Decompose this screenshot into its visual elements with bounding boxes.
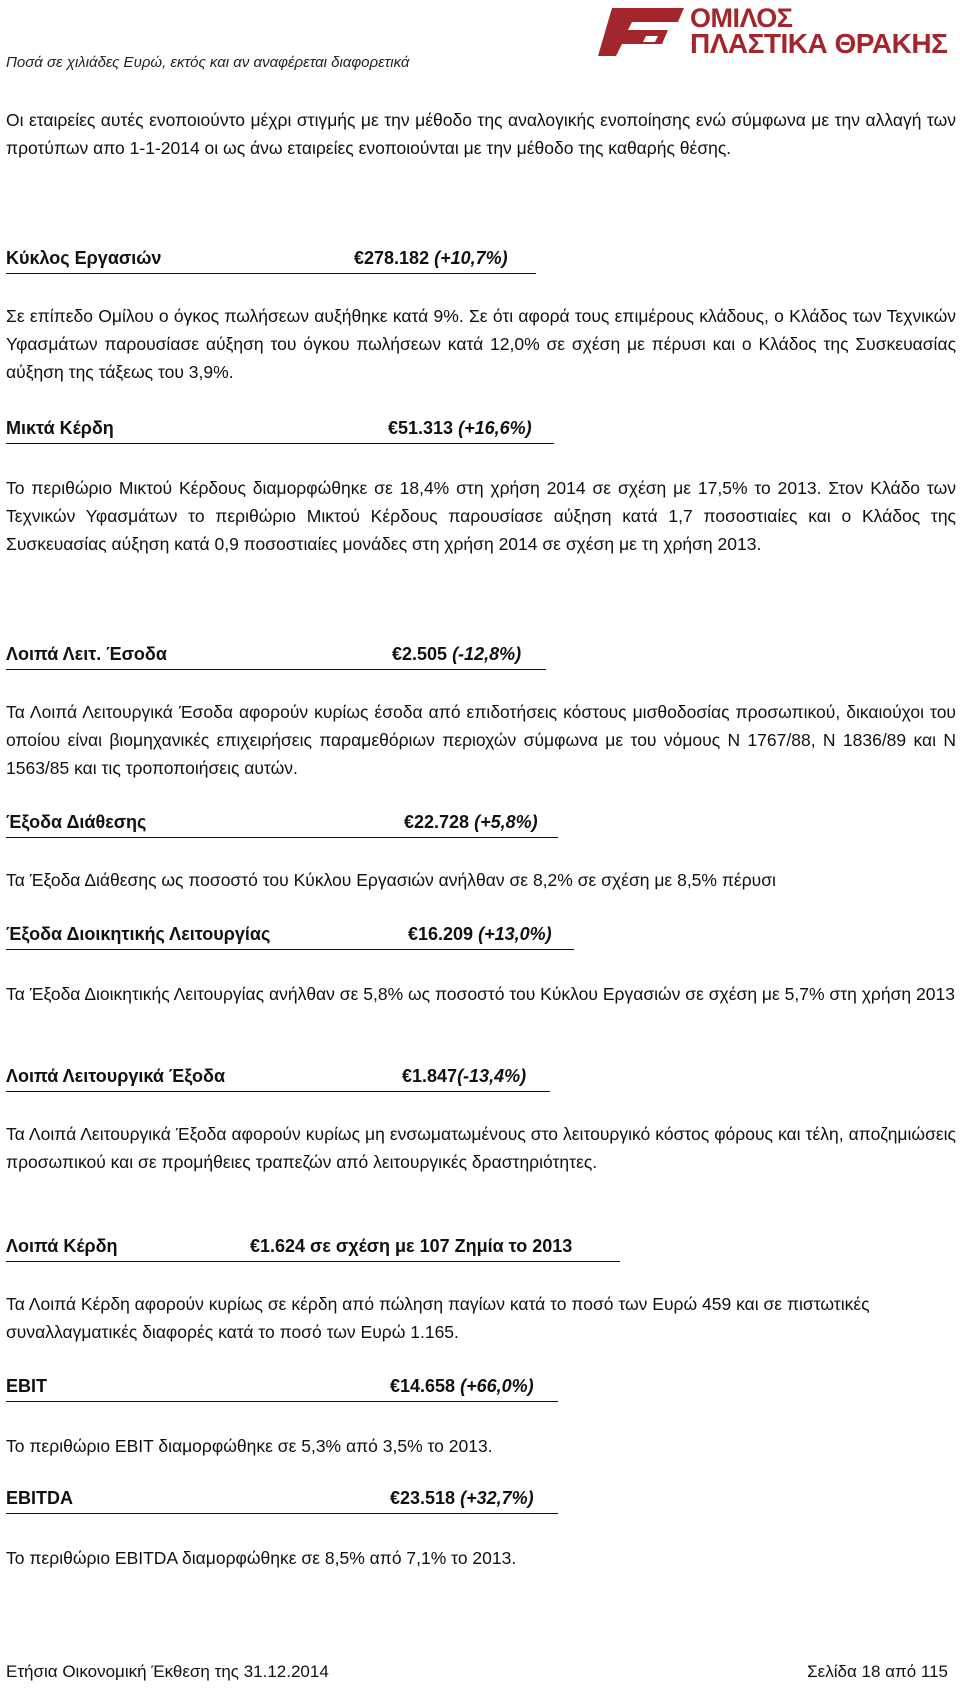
- section-text-other-gains: Τα Λοιπά Κέρδη αφορούν κυρίως σε κέρδη από πώληση παγίων κατά το ποσό των Ευρώ 459 και σε πιστωτικές συναλλαγματικές διαφορές κατά το ποσό των Ευρώ 1.165.: [6, 1294, 870, 1342]
- logo-text: [690, 5, 947, 57]
- section-amount: €1.847: [402, 1066, 458, 1086]
- section-text-distribution-expenses: Τα Έξοδα Διάθεσης ως ποσοστό του Κύκλου Εργασιών ανήλθαν σε 8,2% σε σχέση με 8,5% πέρυσι: [6, 870, 776, 890]
- section-amount: €51.313: [388, 418, 454, 438]
- heading-underline: [6, 669, 546, 671]
- company-logo: [598, 3, 950, 60]
- section-value: [392, 644, 521, 665]
- logo-line-1: ΟΜΙΛΟΣ: [690, 3, 793, 33]
- section-amount: €1.624 σε σχέση με 107 Ζημία το 2013: [250, 1236, 573, 1256]
- section-heading-gross-profit: [6, 418, 554, 444]
- section-heading-distribution-expenses: [6, 812, 558, 838]
- heading-underline: [6, 1401, 558, 1403]
- section-label: Λοιπά Λειτ. Έσοδα: [6, 644, 167, 664]
- section-label: Μικτά Κέρδη: [6, 418, 114, 438]
- section-heading-admin-expenses: [6, 924, 574, 950]
- section-value: [354, 248, 508, 269]
- heading-underline: [6, 1513, 558, 1515]
- section-heading-other-income: [6, 644, 546, 670]
- logo-mark-icon: [598, 8, 684, 56]
- footer-page-number: Σελίδα 18 από 115: [807, 1662, 948, 1681]
- logo-line-2: ΠΛΑΣΤΙΚΑ ΘΡΑΚΗΣ: [690, 28, 948, 59]
- section-value: [402, 1066, 526, 1087]
- section-text-admin-expenses: Τα Έξοδα Διοικητικής Λειτουργίας ανήλθαν σε 5,8% ως ποσοστό του Κύκλου Εργασιών σε σχέση με 5,7% στη χρήση 2013: [6, 984, 955, 1004]
- section-amount: €22.728: [404, 812, 470, 832]
- heading-underline: [6, 443, 554, 445]
- section-change: (-12,8%): [447, 644, 522, 664]
- section-label: Έξοδα Διάθεσης: [6, 812, 147, 832]
- section-text-ebitda: Το περιθώριο EBITDA διαμορφώθηκε σε 8,5% από 7,1% το 2013.: [6, 1548, 517, 1568]
- section-heading-ebit: [6, 1376, 558, 1402]
- section-value: [390, 1488, 534, 1509]
- section-amount: €2.505: [392, 644, 448, 664]
- section-label: EBIT: [6, 1376, 48, 1396]
- section-amount: €14.658: [390, 1376, 456, 1396]
- section-amount: €23.518: [390, 1488, 456, 1508]
- heading-underline: [6, 837, 558, 839]
- heading-underline: [6, 1261, 620, 1263]
- section-text-other-income: Τα Λοιπά Λειτουργικά Έσοδα αφορούν κυρίως έσοδα από επιδοτήσεις κόστους μισθοδοσίας προσωπικού, δικαιούχοι του οποίου είναι βιομηχανικές επιχειρήσεις παραμεθόριων περιοχών σύμφωνα με του νόμους Ν 1767/88, Ν 1836/89 και Ν 1563/85 και τις τροποποιήσεις αυτών.: [6, 702, 956, 778]
- section-text-other-expenses: Τα Λοιπά Λειτουργικά Έξοδα αφορούν κυρίως μη ενσωματωμένους στο λειτουργικό κόστος φόρους και τέλη, αποζημιώσεις προσωπικού και σε προμήθειες τραπεζών από λειτουργικές δραστηριότητες.: [6, 1124, 956, 1172]
- section-text-turnover: Σε επίπεδο Ομίλου ο όγκος πωλήσεων αυξήθηκε κατά 9%. Σε ότι αφορά τους επιμέρους κλάδους, ο Κλάδος των Τεχνικών Υφασμάτων παρουσίασε αύξηση του όγκου πωλήσεων κατά 12,0% σε σχέση με πέρυσι και ο Κλάδος της Συσκευασίας αύξηση της τάξεως του 3,9%.: [6, 306, 956, 382]
- section-heading-ebitda: [6, 1488, 558, 1514]
- section-change: (+5,8%): [469, 812, 538, 832]
- section-label: Λοιπά Λειτουργικά Έξοδα: [6, 1066, 226, 1086]
- section-heading-other-expenses: [6, 1066, 550, 1092]
- section-heading-turnover: [6, 248, 536, 274]
- intro-paragraph: Οι εταιρείες αυτές ενοποιούντο μέχρι στιγμής με την μέθοδο της αναλογικής ενοποίησης ενώ σύμφωνα με την αλλαγή των προτύπων απο 1-1-2014 οι ως άνω εταιρείες ενοποιούνται με την μέθοδο της καθαρής θέσης.: [6, 110, 956, 158]
- heading-underline: [6, 949, 574, 951]
- section-value: [404, 812, 538, 833]
- section-amount: €16.209: [408, 924, 474, 944]
- heading-underline: [6, 1091, 550, 1093]
- section-value: [408, 924, 552, 945]
- section-change: (+13,0%): [473, 924, 552, 944]
- section-change: (+66,0%): [455, 1376, 534, 1396]
- section-label: Κύκλος Εργασιών: [6, 248, 162, 268]
- section-label: Έξοδα Διοικητικής Λειτουργίας: [6, 924, 271, 944]
- section-amount: €278.182: [354, 248, 430, 268]
- section-value: [388, 418, 532, 439]
- section-heading-other-gains: [6, 1236, 620, 1262]
- page-header-note: Ποσά σε χιλιάδες Ευρώ, εκτός και αν αναφέρεται διαφορετικά: [6, 54, 410, 71]
- section-change: (+32,7%): [455, 1488, 534, 1508]
- section-value: [390, 1376, 534, 1397]
- footer-report-title: Ετήσια Οικονομική Έκθεση της 31.12.2014: [6, 1662, 329, 1681]
- heading-underline: [6, 273, 536, 275]
- section-change: (+10,7%): [429, 248, 508, 268]
- section-label: Λοιπά Κέρδη: [6, 1236, 118, 1256]
- section-change: (+16,6%): [453, 418, 532, 438]
- section-label: EBITDA: [6, 1488, 73, 1508]
- section-text-ebit: Το περιθώριο EBIT διαμορφώθηκε σε 5,3% από 3,5% το 2013.: [6, 1436, 493, 1456]
- section-change: (-13,4%): [457, 1066, 527, 1086]
- section-value: [250, 1236, 572, 1257]
- section-text-gross-profit: Το περιθώριο Μικτού Κέρδους διαμορφώθηκε σε 18,4% στη χρήση 2014 σε σχέση με 17,5% το 2013. Στον Κλάδο των Τεχνικών Υφασμάτων το περιθώριο Μικτού Κέρδους παρουσίασε αύξηση κατά 1,7 ποσοστιαίες και ο Κλάδος της Συσκευασίας αύξηση κατά 0,9 ποσοστιαίες μονάδες στη χρήση 2014 σε σχέση με τη χρήση 2013.: [6, 478, 956, 554]
